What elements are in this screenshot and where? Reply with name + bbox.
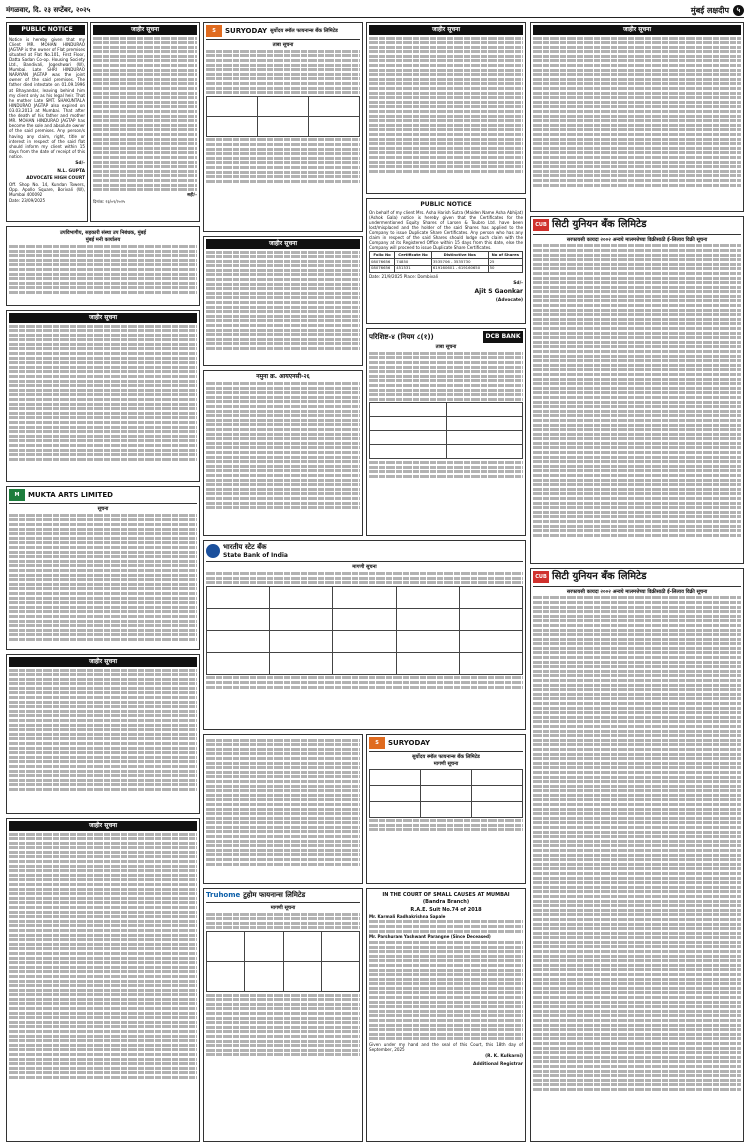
sbi-header xyxy=(206,543,523,562)
ad-signature: सही/- xyxy=(187,193,197,199)
left-lower-ad xyxy=(6,654,200,814)
registrar-role: Additional Registrar xyxy=(473,1061,523,1067)
bank-name: SURYODAY xyxy=(225,26,268,35)
col-header: Distinctive Nos xyxy=(431,252,488,259)
registrar-name: (R. K. Kulkarni) xyxy=(485,1054,523,1060)
dcb-bank-logo: DCB BANK xyxy=(483,331,523,343)
col-header: No of Shares xyxy=(488,252,522,259)
namuna-inc-26-ad xyxy=(203,370,363,536)
page-header xyxy=(6,4,744,18)
notice-title: मागणी सूचना xyxy=(270,904,296,911)
ad-body: On behalf of my client Mrs. Asha Harish Sutra (Maiden Name Asha Abhijat) (Ashok Gala) notice is hereby given that the Certificates for the undermentioned Equity Shares of Larsen & Toubro Ltd. have been lost/misplaced and the holder of the said Shares has applied to the Company to issue Duplicate Share Certificates. Any person who has any claim in respect of the said Shares should lodge such claim with the Company at its Registered Office within 15 days from this date, else the Company will proceed to issue Duplicate Share Certificates. xyxy=(369,209,523,251)
cub-logo-icon: CUB xyxy=(533,219,549,231)
ad-title: जाहीर सूचना xyxy=(369,25,523,35)
mukta-logo-icon: M xyxy=(9,489,25,501)
sbi-names xyxy=(223,543,288,559)
jahir-sudhana-center-ad xyxy=(203,236,363,366)
ad-date: Date: 23/09/2025 xyxy=(9,197,46,203)
suryoday-logo-icon: S xyxy=(369,737,385,749)
bank-name: सिटी युनियन बँक लिमिटेड xyxy=(552,219,647,230)
demand-table xyxy=(369,769,523,818)
bank-subtitle: सुर्योदय स्मॉल फायनान्स बँक लिमिटेड xyxy=(412,754,480,760)
center-lower-ad xyxy=(203,734,363,884)
demand-table xyxy=(206,931,360,992)
suryoday-header xyxy=(369,737,523,752)
notice-title: मागणी सूचना xyxy=(352,564,377,571)
ad-title: जाहीर सूचना xyxy=(9,313,197,323)
bank-name: SURYODAY xyxy=(388,738,431,747)
appendix-title: परिशिष्ट-४ (नियम ८(१)) xyxy=(369,332,434,341)
ad-date: दिनांक: २३/०९/२०२५ xyxy=(93,198,126,204)
notice-title: सरफायसी कायदा २००२ अन्वये मालमत्तेच्या विक्रीसाठी ई-लिलाव विक्री सूचना xyxy=(566,588,708,595)
jahir-sudhana-ad-right xyxy=(366,22,526,194)
mukta-header xyxy=(9,489,197,504)
notice-subtitle: ताबा सूचना xyxy=(435,344,457,350)
ad-title: PUBLIC NOTICE xyxy=(420,201,472,208)
advocate-name: Ajit S Gaonkar xyxy=(474,288,523,296)
suryoday-header xyxy=(206,25,360,40)
ad-body: Notice is hereby given that my Client MR. MOHAN HINDURAO JAGTAP is the owner of Flat premises situated at Flat No.101, First Floor, Datta Sadan Co-op. Housing Society Ltd., Bandivali, Jogeshwari (W), Mumbai. Late SHRI HINDURAO NARAYAN JAGTAP was the joint owner of the said premises. The father died intestate on 01.09.1996 at Bhayandar, leaving behind him my client only as his legal heir. That he mother Late SMT. SHAKUNTALA HINDURAO JAGTAP also expired on 03.03.2013 at Mumbai. That after the death of his father and mother MR. MOHAN HINDURAO JAGTAP has become the sole and absolute owner of the said premises. Any person/s having any claim, right, title or interest in respect of the said flat should inform my client within 15 days from the date of receipt of this notice. xyxy=(9,36,85,160)
ad-place: Date: 21/9/2025 Place: Dombivali xyxy=(369,273,438,279)
ad-signature: Sd/- xyxy=(513,280,523,286)
left-notice-ad xyxy=(6,310,200,482)
court-title: IN THE COURT OF SMALL CAUSES AT MUMBAI xyxy=(382,892,510,898)
public-notice-ad-1 xyxy=(6,22,88,222)
company-logo: Truhome xyxy=(206,891,241,899)
company-name: MUKTA ARTS LIMITED xyxy=(28,490,113,499)
page-number: ५ xyxy=(733,5,744,16)
dcb-bank-ad xyxy=(366,328,526,536)
plaintiff-name: Mr. Karmali Radhakrishna Sapale xyxy=(369,913,446,919)
bank-name-en: State Bank of India xyxy=(223,551,288,559)
cub-header xyxy=(533,219,741,235)
dcb-header xyxy=(369,331,523,343)
table-row: 08076656 74850 3535706 - 3535730 25 xyxy=(370,259,523,266)
ad-title: जाहीर सूचना xyxy=(9,821,197,831)
court-branch: (Bandra Branch) xyxy=(422,899,470,906)
notice-title: सरफायसी कायदा २००२ अन्वये मालमत्तेच्या विक्रीसाठी ई-लिलाव विक्री सूचना xyxy=(566,236,708,243)
cub-logo-icon: CUB xyxy=(533,571,549,583)
issue-date: मंगळवार, दि. २३ सप्टेंबर, २०२५ xyxy=(6,6,91,15)
ad-notice-type: ताबा सूचना xyxy=(272,42,294,48)
suit-number: R.A.E. Suit No.74 of 2018 xyxy=(410,906,482,913)
court-footer: Given under my hand and the seal of this Court, this 18th day of September, 2025 xyxy=(369,1042,523,1053)
court-notice-ad xyxy=(366,888,526,1142)
borrower-table xyxy=(369,402,523,459)
bank-subtitle: सुर्योदय स्मॉल फायनान्स बँक लिमिटेड xyxy=(270,27,338,34)
col-header: Folio No xyxy=(370,252,395,259)
demand-table xyxy=(206,586,523,675)
sbi-ad xyxy=(203,540,526,730)
ad-title: जाहीर सूचना xyxy=(533,25,741,35)
advocate-address: Off. Shop No. 14, Kundan Towers, Opp. Apollo Square, Borivali (W), Mumbai 400092 xyxy=(9,181,85,197)
ad-title: नमुना क्र. आयएनसी-२६ xyxy=(256,373,310,380)
bank-name: सिटी युनियन बँक लिमिटेड xyxy=(552,571,647,582)
suryoday-ad-2 xyxy=(366,734,526,884)
ad-title: उपविभागीय, सहकारी संस्था उप निबंधक, मुंबई xyxy=(60,230,146,236)
truhome-header xyxy=(206,891,360,903)
advocate-role: (Advocate) xyxy=(495,297,523,303)
cub-ad-1 xyxy=(530,216,744,564)
cub-ad-2 xyxy=(530,568,744,1142)
mukta-arts-ad xyxy=(6,486,200,650)
ad-subtitle: मुंबई मनी कार्यालय xyxy=(85,237,121,244)
jahir-sudhana-ad-top xyxy=(90,22,200,222)
table-row: 08076656 451531 619160601 - 619160650 50 xyxy=(370,265,523,272)
paper-brand xyxy=(691,5,744,16)
sahakari-notice-ad xyxy=(6,226,200,306)
ad-signature: Sd/- xyxy=(75,161,85,167)
notice-title: मागणी सूचना xyxy=(433,761,459,768)
company-name: टुहोम फायनान्स लिमिटेड xyxy=(243,891,306,899)
cub-header xyxy=(533,571,741,587)
public-notice-ad-2 xyxy=(366,198,526,324)
suryoday-logo-icon: S xyxy=(206,25,222,37)
ad-title: PUBLIC NOTICE xyxy=(9,25,85,35)
shares-table xyxy=(369,251,523,272)
defendant-name: Mr. Parshuram Yashwant Parangne (Since Deceased) xyxy=(369,934,491,940)
advocate-name: N.L. GUPTA xyxy=(57,168,85,174)
ad-title: जाहीर सूचना xyxy=(206,239,360,249)
left-bottom-ad xyxy=(6,818,200,1142)
notice-title: सूचना xyxy=(97,506,109,512)
ad-title: जाहीर सूचना xyxy=(9,657,197,667)
bank-name-mr: भारतीय स्टेट बँक xyxy=(223,543,267,551)
suryoday-ad-1 xyxy=(203,22,363,232)
jahir-sudhana-ad-far-right xyxy=(530,22,744,212)
loan-table xyxy=(206,96,360,137)
truhome-ad xyxy=(203,888,363,1142)
ad-title: जाहीर सूचना xyxy=(93,25,197,35)
sbi-logo-icon xyxy=(206,544,220,558)
col-header: Certificate No xyxy=(395,252,432,259)
paper-name: मुंबई लक्षदीप xyxy=(690,5,729,15)
advocate-role: ADVOCATE HIGH COURT xyxy=(26,176,85,182)
